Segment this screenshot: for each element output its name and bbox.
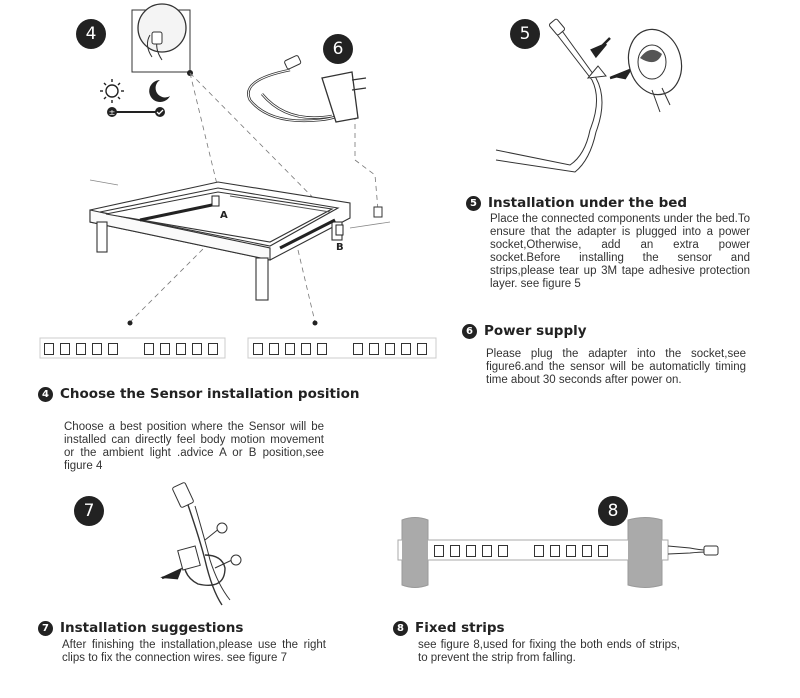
figure-6-badge: 6 (323, 34, 353, 64)
svg-text:±: ± (108, 108, 116, 117)
figure-5-badge: 5 (510, 19, 540, 49)
section-5-body: Place the connected components under the bed.To ensure that the adapter is plugged into a power socket,Otherwise, add an extra power socket.Before installing the sensor and strips,please tear up 3M tape adhesive protection layer. see figure 5 (490, 213, 750, 290)
strip-chips-fig8 (434, 545, 624, 557)
section-4-body: Choose a best position where the Sensor will be installed can directly feel body motion movement or the ambient light .advice A or B position,see figure 4 (64, 421, 324, 472)
section-8-body: see figure 8,used for fixing the both ends of strips, to prevent the strip from falling. (418, 639, 680, 664)
figure-8-badge: 8 (598, 496, 628, 526)
figure-4-label-a: A (220, 210, 228, 221)
section-8-title: 8 Fixed strips (393, 620, 505, 636)
figure-7-badge: 7 (74, 496, 104, 526)
figure-4-badge: 4 (76, 19, 106, 49)
section-5-title: 5 Installation under the bed (466, 195, 687, 211)
section-6-title: 6 Power supply (462, 323, 587, 339)
section-7-body: After finishing the installation,please use the right clips to fix the connection wires. see figure 7 (62, 639, 326, 664)
figure-4-label-b: B (336, 242, 344, 253)
section-4-title: 4 Choose the Sensor installation position (38, 386, 359, 402)
section-7-title: 7 Installation suggestions (38, 620, 243, 636)
section-6-body: Please plug the adapter into the socket,see figure6.and the sensor will be automaticlly timing time about 30 seconds after power on. (486, 348, 746, 386)
